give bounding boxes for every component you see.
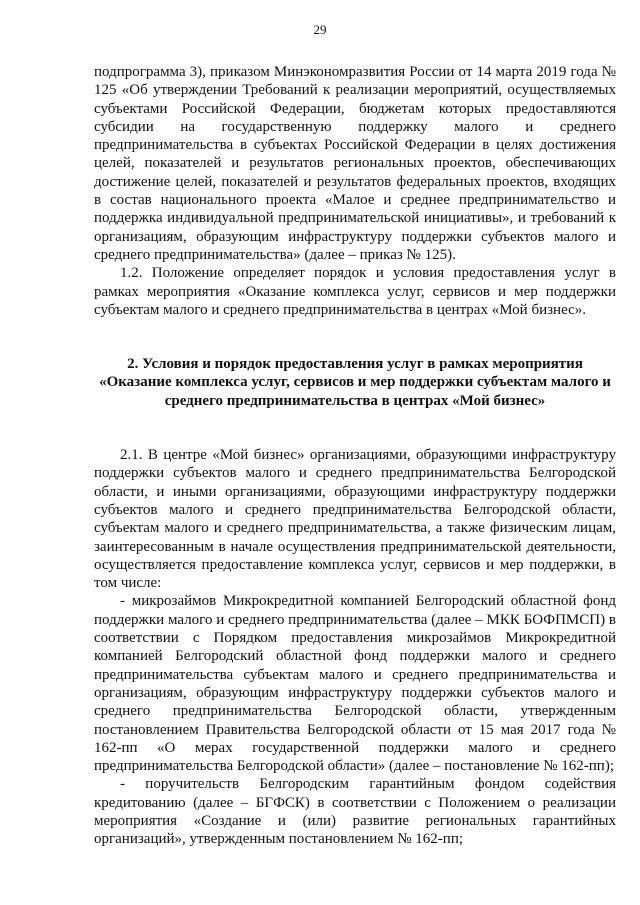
spacer	[94, 410, 616, 446]
document-body	[94, 63, 616, 849]
section-heading: 2. Условия и порядок предоставления услуг в рамках мероприятия «Оказание комплекса услуг, сервисов и мер поддержки субъектам малого и среднего предпринимательства в центрах «Мой бизнес»	[99, 356, 611, 409]
list-item-microloans: - микрозаймов Микрокредитной компанией Белгородский областной фонд поддержки малого и среднего предпринимательства (далее – МКК БОФПМСП) в соответствии с Порядком предоставления микрозаймов Микрокредитной компанией Белгородский областной фонд поддержки малого и среднего предпринимательства субъектам малого и среднего предпринимательства и организациям, образующим инфраструктуру поддержки субъектов малого и среднего предпринимательства Белгородской области, утвержденным постановлением Правительства Белгородской области от 15 мая 2017 года № 162-пп «О мерах государственной поддержки малого и среднего предпринимательства Белгородской области» (далее – постановление № 162-пп);	[94, 593, 616, 775]
list-item-guarantees: - поручительств Белгородским гарантийным фондом содействия кредитованию (далее – БГФСК) в соответствии с Положением о реализации мероприятия «Создание и (или) развитие региональных гарантийных организаций», утвержденным постановлением № 162-пп;	[94, 776, 616, 848]
paragraph-2-1: 2.1. В центре «Мой бизнес» организациями, образующими инфраструктуру поддержки субъектов малого и среднего предпринимательства Белгородской области, и иными организациями, образующими инфраструктуру поддержки субъектов малого и среднего предпринимательства Белгородской области, субъектам малого и среднего предпринимательства, а также физическим лицам, заинтересованным в начале осуществления предпринимательской деятельности, осуществляется предоставление комплекса услуг, сервисов и мер поддержки, в том числе:	[94, 447, 616, 592]
page-number: 29	[313, 22, 327, 37]
spacer	[94, 319, 616, 355]
paragraph-1-2: 1.2. Положение определяет порядок и условия предоставления услуг в рамках мероприятия «Оказание комплекса услуг, сервисов и мер поддержки субъектам малого и среднего предпринимательства в центрах «Мой бизнес».	[94, 265, 616, 318]
paragraph-regulation-reference: подпрограмма 3), приказом Минэкономразвития России от 14 марта 2019 года № 125 «Об утверждении Требований к реализации мероприятий, осуществляемых субъектами Российской Федерации, бюджетам которых предоставляются субсидии на государственную поддержку малого и среднего предпринимательства в субъектах Российской Федерации в целях достижения целей, показателей и результатов региональных проектов, обеспечивающих достижение целей, показателей и результатов федеральных проектов, входящих в состав национального проекта «Малое и среднее предпринимательство и поддержка индивидуальной предпринимательской инициативы», и требований к организациям, образующим инфраструктуру поддержки субъектов малого и среднего предпринимательства» (далее – приказ № 125).	[94, 64, 616, 263]
